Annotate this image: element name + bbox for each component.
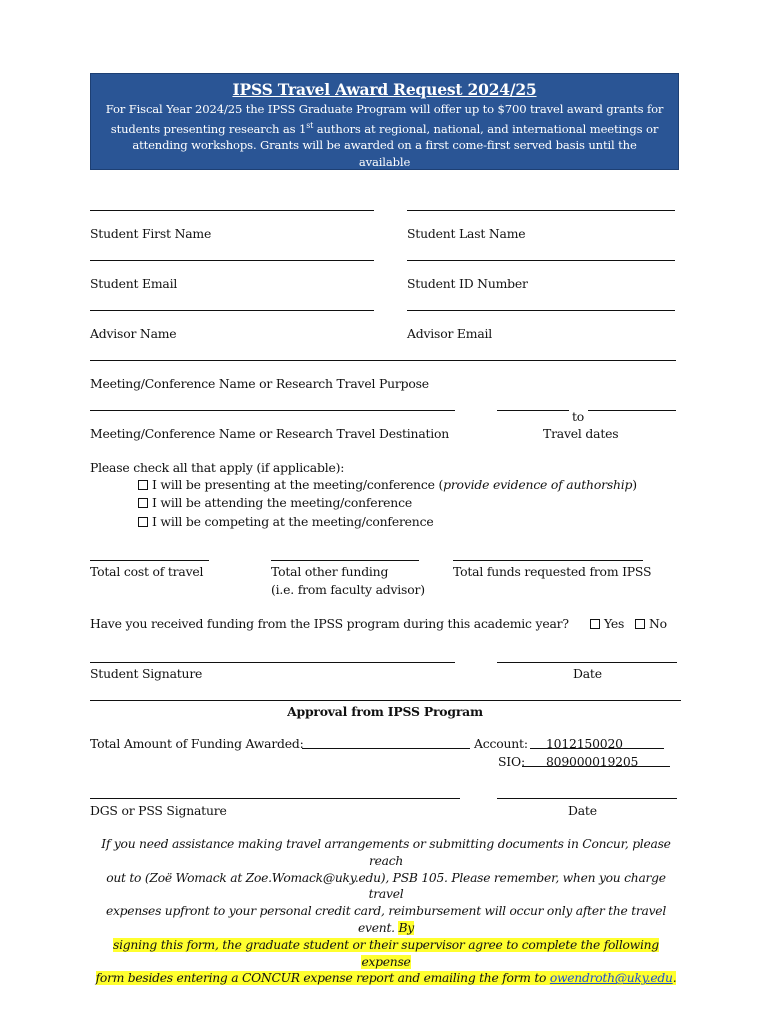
last-name-label: Student Last Name	[407, 226, 526, 241]
approval-heading: Approval from IPSS Program	[287, 704, 483, 719]
other-funding-field[interactable]	[271, 560, 419, 561]
travel-end-date-field[interactable]	[588, 410, 676, 411]
student-id-field[interactable]	[407, 260, 675, 261]
account-value: 1012150020	[546, 736, 623, 751]
destination-label: Meeting/Conference Name or Research Travel Destination	[90, 426, 450, 441]
requested-funds-field[interactable]	[453, 560, 643, 561]
purpose-label: Meeting/Conference Name or Research Travel Purpose	[90, 376, 429, 391]
amount-awarded-field[interactable]	[302, 748, 470, 749]
travel-dates-label: Travel dates	[543, 426, 619, 441]
advisor-name-field[interactable]	[90, 310, 374, 311]
checkbox-square[interactable]	[590, 619, 600, 629]
checkbox-no[interactable]	[635, 616, 667, 631]
header-banner	[90, 73, 679, 186]
requested-funds-label: Total funds requested from IPSS	[453, 564, 652, 579]
form-description	[105, 101, 664, 187]
student-date-field[interactable]	[497, 662, 677, 663]
dgs-signature-field[interactable]	[90, 798, 460, 799]
purpose-field[interactable]	[90, 360, 676, 361]
checkbox-square[interactable]	[138, 498, 148, 508]
advisor-email-label: Advisor Email	[407, 326, 493, 341]
email-field[interactable]	[90, 260, 374, 261]
account-label: Account:	[474, 736, 528, 751]
amount-awarded-label: Total Amount of Funding Awarded:	[90, 736, 304, 751]
section-divider	[90, 700, 681, 701]
checkbox-square[interactable]	[635, 619, 645, 629]
checkbox-label: No	[649, 616, 667, 631]
student-date-label: Date	[573, 666, 602, 681]
last-name-field[interactable]	[407, 210, 675, 211]
checkbox-yes[interactable]	[590, 616, 624, 631]
description-line: attending workshops. Grants will be awarded on a first come-first served basis until the available	[132, 138, 637, 169]
other-funding-note: (i.e. from faculty advisor)	[271, 582, 425, 597]
destination-field[interactable]	[90, 410, 455, 411]
checkbox-attending[interactable]	[138, 495, 412, 510]
description-line: authors at regional, national, and international meetings or	[313, 121, 659, 136]
sio-label: SIO:	[498, 754, 525, 769]
email-label: Student Email	[90, 276, 178, 291]
first-name-field[interactable]	[90, 210, 374, 211]
student-id-label: Student ID Number	[407, 276, 528, 291]
highlighted-text: By	[398, 920, 414, 935]
description-line: students presenting research as 1	[110, 121, 307, 136]
description-line: For Fiscal Year 2024/25 the IPSS Graduate Program will offer up to $700 travel award grants for	[105, 102, 664, 116]
checkbox-label-italic: provide evidence of authorship	[443, 477, 633, 492]
footer-line: out to (Zoë Womack at Zoe.Womack@uky.edu), PSB 105. Please remember, when you charge travel	[106, 870, 666, 902]
checklist-intro: Please check all that apply (if applicable):	[90, 460, 345, 475]
travel-start-date-field[interactable]	[497, 410, 569, 411]
checkbox-label: I will be presenting at the meeting/conference (	[152, 477, 444, 492]
highlighted-text: signing this form, the graduate student or their supervisor agree to complete the following expense	[113, 937, 659, 969]
dgs-signature-label: DGS or PSS Signature	[90, 803, 227, 818]
email-link[interactable]: owendroth@uky.edu	[549, 971, 673, 986]
footer-line: If you need assistance making travel arrangements or submitting documents in Concur, please reach	[101, 837, 671, 868]
description-line: funding is exhausted.	[323, 171, 446, 186]
dates-to-label: to	[572, 409, 585, 424]
checkbox-label: Yes	[604, 616, 625, 631]
checkbox-square[interactable]	[138, 480, 148, 490]
approval-date-label: Date	[568, 803, 597, 818]
prior-funding-question: Have you received funding from the IPSS program during this academic year?	[90, 616, 569, 631]
highlighted-text: .	[672, 971, 677, 986]
highlighted-text: form besides entering a CONCUR expense report and emailing the form to	[95, 971, 547, 986]
form-title: IPSS Travel Award Request 2024/25	[232, 80, 537, 99]
student-signature-field[interactable]	[90, 662, 455, 663]
checkbox-label: )	[632, 477, 637, 492]
advisor-email-field[interactable]	[407, 310, 675, 311]
superscript: st	[306, 120, 314, 130]
footer-instructions	[88, 836, 684, 987]
footer-line: expenses upfront to your personal credit card, reimbursement will occur only after the travel event.	[105, 904, 667, 935]
advisor-name-label: Advisor Name	[90, 326, 177, 341]
checkbox-label: I will be attending the meeting/conference	[152, 495, 412, 510]
checkbox-presenting[interactable]	[138, 477, 637, 492]
checkbox-label: I will be competing at the meeting/conference	[152, 514, 434, 529]
approval-date-field[interactable]	[497, 798, 677, 799]
checkbox-square[interactable]	[138, 517, 148, 527]
sio-value: 809000019205	[546, 754, 639, 769]
total-cost-label: Total cost of travel	[90, 564, 204, 579]
other-funding-label: Total other funding	[271, 564, 389, 579]
checkbox-competing[interactable]	[138, 514, 433, 529]
total-cost-field[interactable]	[90, 560, 209, 561]
first-name-label: Student First Name	[90, 226, 212, 241]
student-signature-label: Student Signature	[90, 666, 203, 681]
